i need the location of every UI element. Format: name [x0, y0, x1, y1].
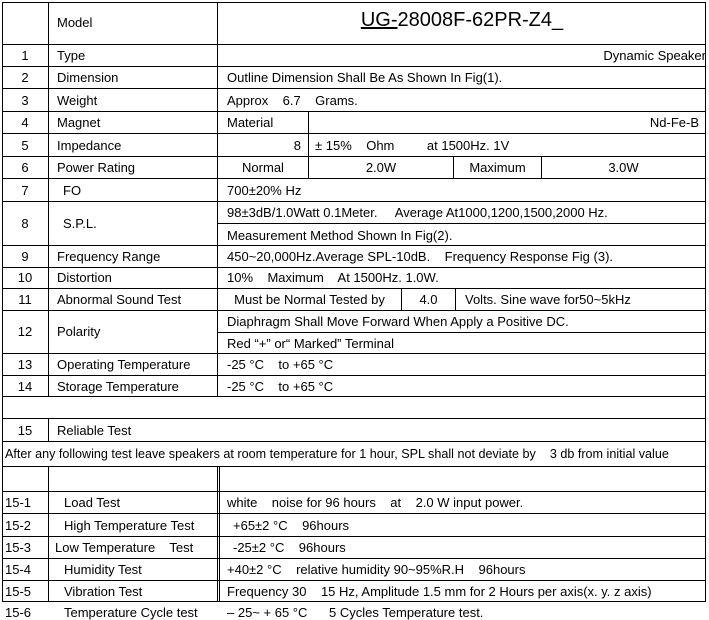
row-label-abnormal-sound: Abnormal Sound Test: [57, 292, 182, 307]
row-label-impedance: Impedance: [57, 138, 122, 153]
col-line: [48, 2, 49, 397]
row-line: [2, 513, 706, 514]
power-maximum-label: Maximum: [469, 160, 526, 175]
humidity-value: +40±2 °C relative humidity 90~95%R.H 96hours: [227, 562, 526, 577]
row-label-power-rating: Power Rating: [57, 160, 136, 175]
row-label-weight: Weight: [57, 93, 98, 108]
abnormal-sound-condition: Must be Normal Tested by: [234, 292, 385, 307]
row-line: [2, 601, 706, 602]
row-number: 6: [21, 160, 29, 175]
row-line: [2, 178, 706, 179]
vibration-value: Frequency 30 15 Hz, Amplitude 1.5 mm for 2 Hours per axis(x. y. z axis): [227, 584, 652, 599]
row-number: 1: [21, 48, 29, 63]
abnormal-sound-signal: Volts. Sine wave for50~5kHz: [465, 292, 631, 307]
model-value: [219, 9, 705, 32]
row-line: [2, 441, 706, 442]
row-line: [2, 267, 706, 268]
magnet-material-value: Nd-Fe-B: [649, 115, 699, 130]
dimension-value: Outline Dimension Shall Be As Shown In Fig(1).: [227, 70, 503, 85]
row-label-fo: FO: [63, 183, 82, 198]
test-label-low-temperature: Low Temperature Test: [55, 540, 194, 555]
row-line: [2, 536, 706, 537]
test-number: 15-2: [5, 518, 32, 533]
row-number: 7: [21, 183, 29, 198]
row-line: [2, 66, 706, 67]
magnet-material-label: Material: [227, 115, 274, 130]
row-line: [2, 2, 706, 3]
row-line: [217, 223, 706, 224]
row-line: [2, 111, 706, 112]
row-number: 8: [21, 216, 29, 231]
type-value: Dynamic Speaker: [603, 48, 706, 63]
spl-value: 98±3dB/1.0Watt 0.1Meter. Average At1000,1200,1500,2000 Hz.: [227, 205, 608, 220]
distortion-value: 10% Maximum At 1500Hz. 1.0W.: [227, 270, 439, 285]
test-number: 15-1: [5, 495, 32, 510]
row-line: [2, 580, 706, 581]
impedance-tolerance: ± 15% Ohm at 1500Hz. 1V: [315, 138, 510, 153]
row-line: [2, 558, 706, 559]
row-line: [2, 396, 706, 397]
test-label-temperature-cycle: Temperature Cycle test: [64, 605, 198, 620]
impedance-value: 8: [293, 138, 301, 153]
row-label-spl: S.P.L.: [63, 216, 97, 231]
row-label-frequency-range: Frequency Range: [57, 249, 161, 264]
row-number: 5: [21, 138, 29, 153]
abnormal-sound-voltage: 4.0: [419, 292, 438, 307]
test-number: 15-4: [5, 562, 32, 577]
fo-value: 700±20% Hz: [227, 183, 302, 198]
row-label-distortion: Distortion: [57, 270, 112, 285]
row-line: [2, 466, 706, 467]
row-label-polarity: Polarity: [57, 324, 101, 339]
row-line: [2, 156, 706, 157]
row-line: [2, 288, 706, 289]
row-line: [2, 133, 706, 134]
row-label-operating-temperature: Operating Temperature: [57, 357, 191, 372]
row-line: [2, 375, 706, 376]
power-maximum-value: 3.0W: [608, 160, 639, 175]
frequency-range-value: 450~20,000Hz.Average SPL-10dB. Frequency Response Fig (3).: [227, 249, 614, 264]
col-line: [217, 466, 218, 602]
reliable-test-note: After any following test leave speakers at room temperature for 1 hour, SPL shall not deviate by 3 db from initial value: [5, 447, 669, 461]
model-number: 28008F-62PR-Z4_: [397, 9, 564, 31]
model-label: Model: [57, 15, 93, 30]
col-line: [48, 466, 49, 602]
row-label-magnet: Magnet: [57, 115, 101, 130]
test-label-high-temperature: High Temperature Test: [64, 518, 195, 533]
model-prefix: UG-: [360, 9, 398, 31]
row-line: [2, 491, 706, 492]
row-line: [2, 418, 706, 419]
row-number: 3: [21, 93, 29, 108]
row-line: [2, 310, 706, 311]
cell-line: [455, 288, 456, 311]
power-normal-label: Normal: [242, 160, 284, 175]
test-number: 15-6: [5, 605, 32, 620]
low-temperature-value: -25±2 °C 96hours: [233, 540, 346, 555]
col-line: [48, 418, 49, 441]
row-number: 9: [21, 249, 29, 264]
row-label-dimension: Dimension: [57, 70, 119, 85]
row-line: [217, 332, 706, 333]
test-label-vibration: Vibration Test: [64, 584, 143, 599]
test-label-humidity: Humidity Test: [64, 562, 142, 577]
row-line: [2, 245, 706, 246]
test-number: 15-5: [5, 584, 32, 599]
polarity-rule: Diaphragm Shall Move Forward When Apply a Positive DC.: [227, 314, 569, 329]
power-normal-value: 2.0W: [365, 160, 397, 175]
row-line: [2, 44, 706, 45]
cell-line: [308, 133, 309, 156]
row-line: [2, 88, 706, 89]
row-label-type: Type: [57, 48, 86, 63]
row-number: 2: [21, 70, 29, 85]
test-number: 15-3: [5, 540, 32, 555]
row-number: 13: [17, 357, 33, 372]
operating-temperature-value: -25 °C to +65 °C: [227, 357, 334, 372]
row-label-reliable-test: Reliable Test: [57, 423, 132, 438]
row-number: 11: [18, 292, 32, 307]
weight-value: Approx 6.7 Grams.: [227, 93, 358, 108]
row-line: [2, 201, 706, 202]
row-label-storage-temperature: Storage Temperature: [57, 379, 179, 394]
row-number: 4: [21, 115, 29, 130]
polarity-terminal: Red “+” or“ Marked” Terminal: [227, 336, 395, 351]
row-line: [2, 353, 706, 354]
load-test-value: white noise for 96 hours at 2.0 W input power.: [227, 495, 524, 510]
spl-method: Measurement Method Shown In Fig(2).: [227, 228, 453, 243]
row-number: 10: [17, 270, 33, 285]
col-line: [219, 466, 220, 602]
row-number: 14: [17, 379, 33, 394]
high-temperature-value: +65±2 °C 96hours: [233, 518, 350, 533]
temperature-cycle-value: – 25~ + 65 °C 5 Cycles Temperature test.: [227, 605, 484, 620]
storage-temperature-value: -25 °C to +65 °C: [227, 379, 334, 394]
row-number: 12: [17, 324, 33, 339]
table-border-right: [705, 2, 706, 601]
test-label-load: Load Test: [64, 495, 121, 510]
row-number: 15: [17, 423, 33, 438]
